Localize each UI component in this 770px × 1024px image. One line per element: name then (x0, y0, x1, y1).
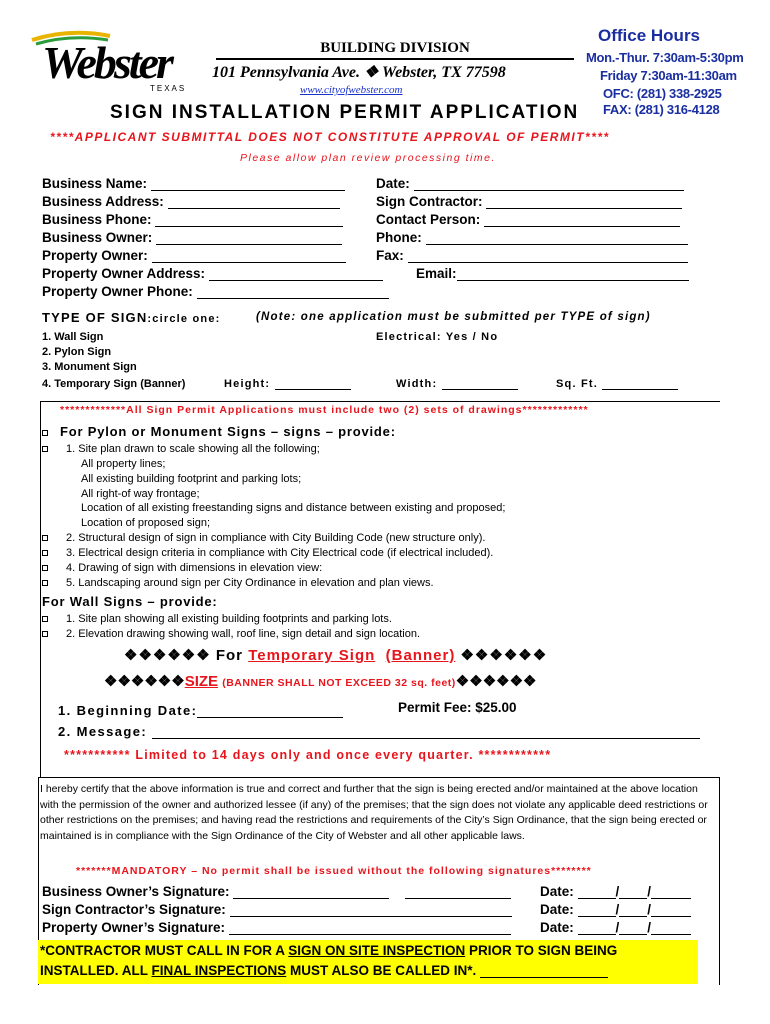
temporary-sign-text: Temporary Sign (248, 647, 376, 664)
notice-text: *CONTRACTOR MUST CALL IN FOR A (40, 943, 289, 958)
sqft-label: Sq. Ft. (556, 378, 599, 390)
fax-label: Fax: (376, 248, 404, 263)
business-address-label: Business Address: (42, 194, 164, 209)
wall-item-2 (42, 628, 420, 640)
pylon-item-5 (42, 577, 434, 589)
pylon-item-1-text: 1. Site plan drawn to scale showing all the following; (66, 443, 320, 455)
disclaimer: ****APPLICANT SUBMITTAL DOES NOT CONSTITUTE APPROVAL OF PERMIT**** (50, 130, 610, 144)
phone-field[interactable] (376, 230, 688, 245)
diamond-icon: ❖❖❖❖❖❖ (104, 673, 185, 690)
email-label: Email: (416, 266, 457, 281)
property-owner-sig-label: Property Owner’s Signature: (42, 920, 226, 935)
notice-underlined: FINAL INSPECTIONS (151, 963, 287, 978)
business-phone-label: Business Phone: (42, 212, 152, 227)
pylon-heading-text: For Pylon or Monument Signs – signs – provide: (60, 424, 396, 439)
height-label: Height: (224, 378, 271, 390)
message-label: 2. Message: (58, 724, 148, 739)
temporary-for-text: For (215, 647, 244, 664)
checkbox-icon[interactable] (42, 580, 48, 586)
message-field[interactable] (58, 724, 700, 739)
circle-one-text: :circle one: (147, 313, 221, 325)
business-owner-date-field[interactable]: Date: / / (540, 884, 691, 899)
pylon-item-1 (42, 443, 320, 455)
sign-type-note: (Note: one application must be submitted per TYPE of sign) (256, 311, 651, 323)
pylon-subitem-4: Location of all existing freestanding signs and distance between existing and proposed; (81, 502, 506, 514)
office-hours-title: Office Hours (598, 26, 701, 45)
width-label: Width: (396, 378, 438, 390)
sign-contractor-date-field[interactable]: Date: / / (540, 902, 691, 917)
building-division: BUILDING DIVISION (216, 40, 574, 60)
property-owner-label: Property Owner: (42, 248, 148, 263)
contractor-notice-line-2 (40, 963, 608, 978)
wall-item-2-text: 2. Elevation drawing showing wall, roof line, sign detail and sign location. (66, 628, 421, 640)
property-owner-address-field[interactable] (42, 266, 383, 281)
checkbox-icon[interactable] (42, 550, 48, 556)
logo-subtext: TEXAS (150, 84, 187, 93)
pylon-item-3-text: 3. Electrical design criteria in compliance with City Electrical code (if electrical included). (66, 547, 494, 559)
checkbox-icon[interactable] (42, 446, 48, 452)
sign-type-heading-text: TYPE OF SIGN (42, 310, 148, 325)
diamond-icon: ❖❖❖❖❖❖ (124, 647, 211, 664)
phone-label: Phone: (376, 230, 422, 245)
pylon-item-5-text: 5. Landscaping around sign per City Ordinance in elevation and plan views. (66, 577, 434, 589)
business-owner-field[interactable] (42, 230, 342, 245)
sign-type-heading (42, 310, 221, 325)
business-phone-field[interactable] (42, 212, 343, 227)
diamond-icon: ❖❖❖❖❖❖ (460, 647, 548, 664)
checkbox-icon[interactable] (42, 430, 48, 436)
email-field[interactable] (416, 266, 689, 281)
size-heading (104, 672, 536, 690)
date-label: Date: (540, 920, 574, 935)
pylon-heading (42, 424, 396, 439)
webster-logo (30, 26, 210, 96)
time-limit-note: *********** Limited to 14 days only and once every quarter. ************ (64, 748, 552, 762)
mandatory-note: *******MANDATORY – No permit shall be issued without the following signatures******** (76, 865, 592, 877)
option-wall-sign[interactable]: 1. Wall Sign (42, 331, 104, 343)
notice-underlined: SIGN ON SITE INSPECTION (288, 943, 466, 958)
pylon-subitem-5: Location of proposed sign; (81, 517, 211, 529)
notice-text: INSTALLED. ALL (40, 963, 152, 978)
wall-item-1 (42, 613, 392, 625)
business-address-field[interactable] (42, 194, 340, 209)
office-fax: FAX: (281) 316-4128 (603, 102, 720, 117)
width-field[interactable] (396, 378, 518, 390)
property-owner-signature-field[interactable] (42, 920, 511, 935)
pylon-subitem-1: All property lines; (81, 458, 166, 470)
office-phone: OFC: (281) 338-2925 (603, 86, 722, 101)
property-owner-field[interactable] (42, 248, 346, 263)
wall-heading: For Wall Signs – provide: (42, 594, 218, 609)
size-note: (BANNER SHALL NOT EXCEED 32 sq. feet) (222, 677, 456, 689)
electrical-choice[interactable]: Electrical: Yes / No (376, 331, 499, 343)
checkbox-icon[interactable] (42, 616, 48, 622)
property-owner-phone-label: Property Owner Phone: (42, 284, 193, 299)
sign-contractor-sig-label: Sign Contractor’s Signature: (42, 902, 226, 917)
checkbox-icon[interactable] (42, 631, 48, 637)
date-label: Date: (540, 884, 574, 899)
hours-friday: Friday 7:30am-11:30am (600, 68, 737, 83)
pylon-item-4-text: 4. Drawing of sign with dimensions in elevation view: (66, 562, 323, 574)
size-text: SIZE (184, 673, 219, 690)
beginning-date-field[interactable] (58, 703, 343, 718)
contractor-notice-line-1 (40, 943, 617, 958)
beginning-date-label: 1. Beginning Date: (58, 703, 198, 718)
sign-contractor-signature-field[interactable] (42, 902, 512, 917)
property-owner-address-label: Property Owner Address: (42, 266, 206, 281)
diamond-icon: ❖❖❖❖❖❖ (455, 673, 537, 690)
pylon-item-2-text: 2. Structural design of sign in compliance with City Building Code (new structure only). (66, 532, 486, 544)
property-owner-date-field[interactable]: Date: / / (540, 920, 691, 935)
checkbox-icon[interactable] (42, 535, 48, 541)
logo-text: Webster (42, 37, 171, 88)
business-name-field[interactable] (42, 176, 345, 191)
option-pylon-sign[interactable]: 2. Pylon Sign (42, 346, 112, 358)
business-name-label: Business Name: (42, 176, 148, 191)
address: 101 Pennsylvania Ave. ❖ Webster, TX 77598 (212, 64, 506, 81)
sqft-field[interactable] (556, 378, 678, 390)
temporary-heading (124, 646, 547, 664)
drawings-banner: *************All Sign Permit Applications must include two (2) sets of drawings************* (60, 404, 589, 416)
plan-review-note: Please allow plan review processing time. (240, 152, 496, 164)
pylon-item-4 (42, 562, 322, 574)
contact-person-field[interactable] (376, 212, 680, 227)
height-field[interactable] (224, 378, 351, 390)
business-owner-signature-field[interactable] (42, 884, 511, 899)
permit-fee: Permit Fee: $25.00 (398, 700, 517, 715)
date-label: Date: (376, 176, 410, 191)
contact-person-label: Contact Person: (376, 212, 481, 227)
pylon-item-3 (42, 547, 493, 559)
wall-item-1-text: 1. Site plan showing all existing building footprints and parking lots. (66, 613, 392, 625)
notice-text: MUST ALSO BE CALLED IN*. (286, 963, 477, 978)
pylon-item-2 (42, 532, 485, 544)
business-owner-label: Business Owner: (42, 230, 153, 245)
page-title: SIGN INSTALLATION PERMIT APPLICATION (110, 102, 580, 123)
pylon-subitem-2: All existing building footprint and parking lots; (81, 473, 302, 485)
pylon-subitem-3: All right-of way frontage; (81, 488, 200, 500)
website-link[interactable]: www.cityofwebster.com (300, 84, 403, 96)
sign-contractor-label: Sign Contractor: (376, 194, 483, 209)
property-owner-phone-field[interactable] (42, 284, 389, 299)
business-owner-sig-label: Business Owner’s Signature: (42, 884, 230, 899)
hours-weekdays: Mon.-Thur. 7:30am-5:30pm (586, 50, 744, 65)
date-label: Date: (540, 902, 574, 917)
sign-contractor-field[interactable] (376, 194, 682, 209)
fax-field[interactable] (376, 248, 688, 263)
date-field[interactable] (376, 176, 684, 191)
notice-text: PRIOR TO SIGN BEING (465, 943, 618, 958)
option-temporary-sign[interactable]: 4. Temporary Sign (Banner) (42, 378, 186, 390)
checkbox-icon[interactable] (42, 565, 48, 571)
option-monument-sign[interactable]: 3. Monument Sign (42, 361, 137, 373)
temporary-banner-text: (Banner) (385, 647, 456, 664)
certification-text: I hereby certify that the above information is true and correct and further that the sign is being erected and/or maintained at the above location with the permission of the owner and authorized lessee (if any) of the premises; that the sign does not violate any applicable deed restrictions or other restrictions on the premises; and having read the restrictions and requirements of the City’s Sign Ordinance, that the sign being erected or maintained is in compliance with the Sign Ordinance of the City of Webster and all other applicable laws. (40, 783, 708, 842)
